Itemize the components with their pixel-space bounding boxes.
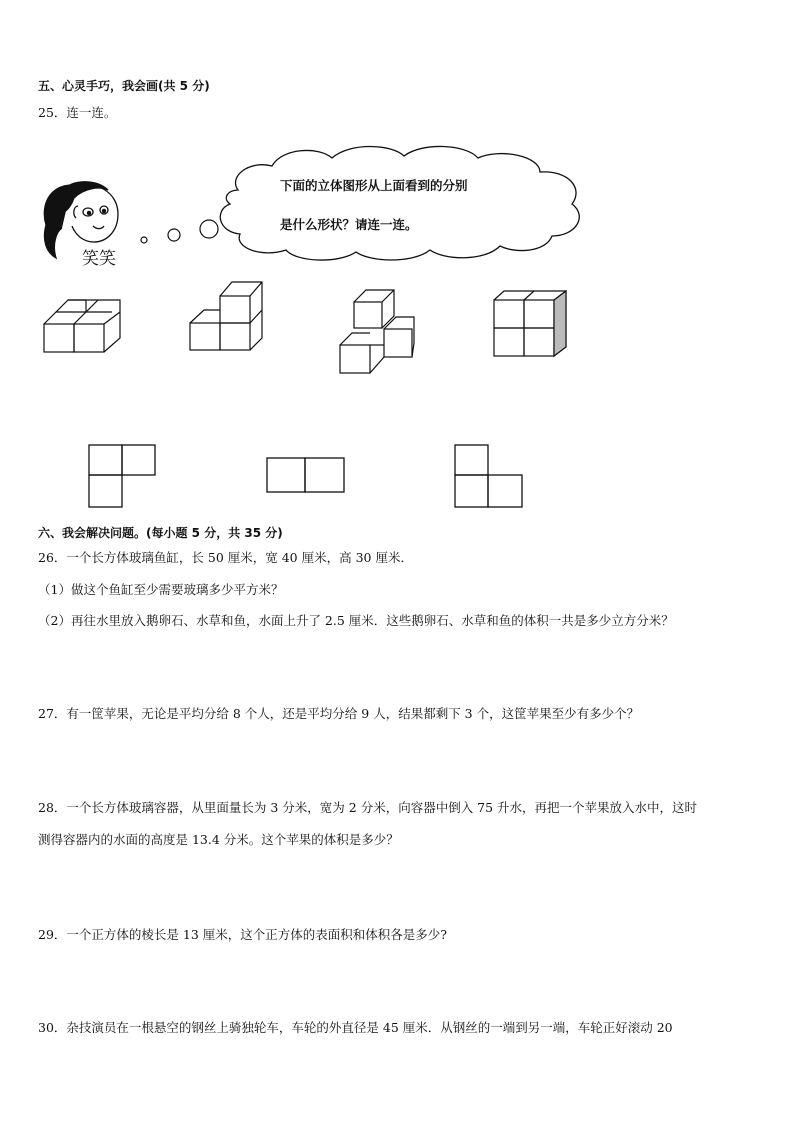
solid-figure-1 <box>44 300 120 352</box>
top-view-2 <box>267 458 344 492</box>
solid-figure-2 <box>190 282 262 350</box>
bubble-dot-small <box>141 237 147 243</box>
question-26-part-2: （2）再往水里放入鹅卵石、水草和鱼，水面上升了 2.5 厘米．这些鹅卵石、水草和鱼的体积一共是多少立方分米？ <box>38 613 674 628</box>
bubble-dot-large <box>200 220 218 238</box>
top-view-3 <box>455 445 522 507</box>
section5-heading: 五、心灵手巧，我会画(共 5 分) <box>38 79 210 93</box>
question-28-line-1: 28．一个长方体玻璃容器，从里面量长为 3 分米，宽为 2 分米，向容器中倒入 75 升水，再把一个苹果放入水中，这时 <box>38 800 698 815</box>
top-view-1 <box>89 445 155 507</box>
question-30: 30．杂技演员在一根悬空的钢丝上骑独轮车，车轮的外直径是 45 厘米．从钢丝的一端到另一端，车轮正好滚动 20 <box>38 1020 673 1035</box>
bubble-dot-medium <box>168 229 180 241</box>
thought-cloud <box>220 146 579 260</box>
question-25: 25．连一连。 <box>38 105 117 120</box>
solid-figure-3 <box>340 290 414 373</box>
character-name: 笑笑 <box>82 249 116 269</box>
question-26-part-1: （1）做这个鱼缸至少需要玻璃多少平方米？ <box>38 582 284 597</box>
question-29: 29．一个正方体的棱长是 13 厘米，这个正方体的表面积和体积各是多少? <box>38 927 447 942</box>
question-26: 26．一个长方体玻璃鱼缸，长 50 厘米，宽 40 厘米，高 30 厘米． <box>38 550 413 565</box>
bubble-text-line-2: 是什么形状？请连一连。 <box>280 217 418 232</box>
section6-heading: 六、我会解决问题。(每小题 5 分，共 35 分) <box>38 526 283 540</box>
bubble-text-line-1: 下面的立体图形从上面看到的分别 <box>280 178 468 193</box>
solid-figure-4 <box>494 291 566 356</box>
question-27: 27．有一筐苹果，无论是平均分给 8 个人，还是平均分给 9 人，结果都剩下 3 个，这筐苹果至少有多少个？ <box>38 706 640 721</box>
question-28-line-2: 测得容器内的水面的高度是 13.4 分米。这个苹果的体积是多少？ <box>38 832 399 847</box>
